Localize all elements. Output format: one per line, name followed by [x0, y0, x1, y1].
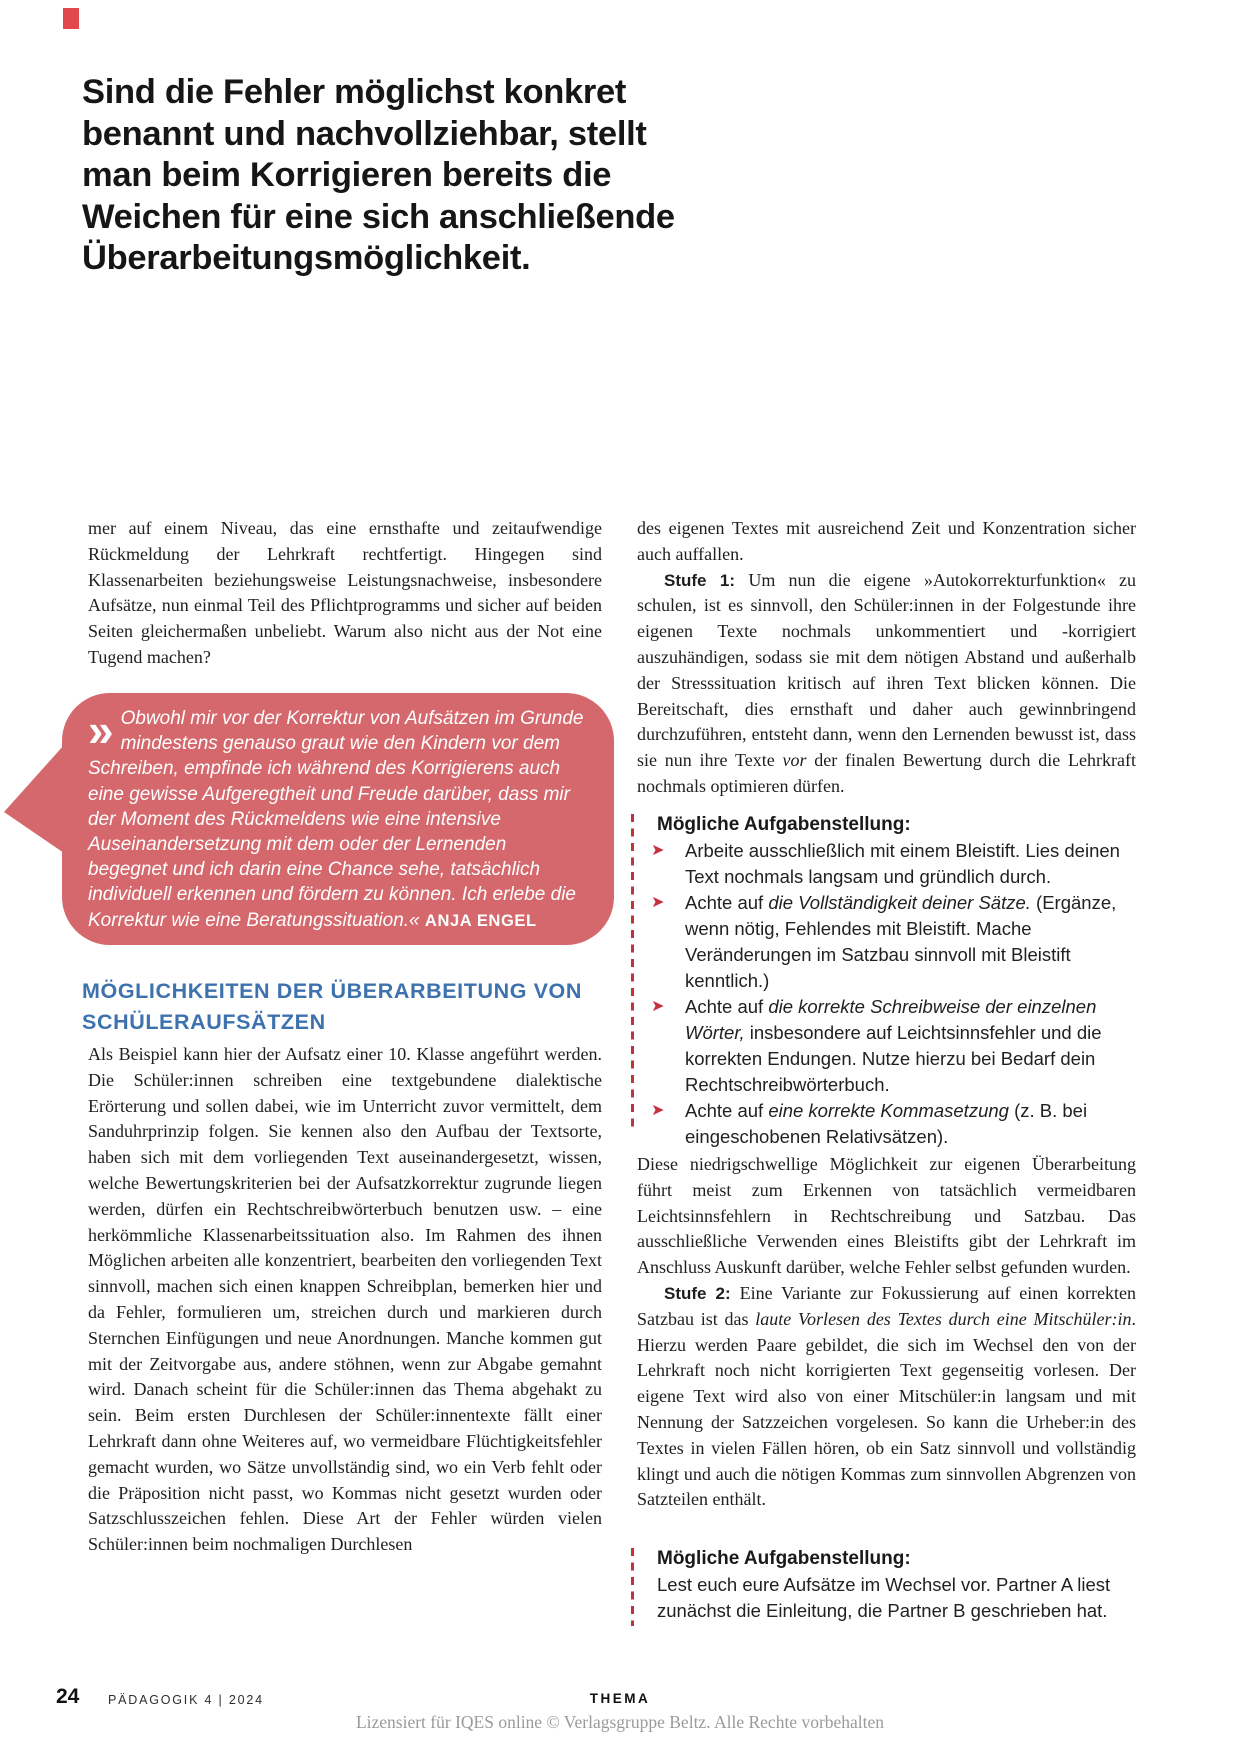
headline-line: Weichen für eine sich anschließende — [82, 197, 675, 236]
right-column-paragraph-2: Diese niedrigschwellige Möglichkeit zur eigenen Überarbeitung führt meist zum Erkennen von tatsächlich vermeidbaren Leichtsinnsfehlern in Rechtschreibung und Satzbau. Das ausschließliche Verwenden eines Bleistifts gibt der Lehrkraft im Anschluss Auskunft darüber, welche Fehler selbst gefunden wurden. — [637, 1154, 1136, 1278]
task-bullet — [651, 838, 1139, 890]
task-block-1-heading: Mögliche Aufgabenstellung: — [657, 814, 911, 835]
headline-line: Überarbeitungsmöglichkeit. — [82, 239, 531, 277]
task-bullet-text: Arbeite ausschließlich mit einem Bleistift. Lies deinen Text nochmals langsam und gründlich durch. — [685, 840, 1120, 887]
quote-text: Obwohl mir vor der Korrektur von Aufsätzen im Grunde mindestens genauso graut wie den Kindern vor dem Schreiben, empfinde ich während des Korrigierens auch eine gewisse Aufgeregtheit und Freude darüber, dass mir der Moment des Rückmeldens wie eine intensive Auseinandersetzung mit dem oder der Lernenden begegnet und ich darin eine Chance sehe, tatsächlich individuell erkennen und fördern zu können. Ich erlebe die Korrektur wie eine Beratungssituation.« — [88, 708, 584, 931]
red-dashed-line — [631, 814, 634, 1128]
left-column-paragraph-2: Als Beispiel kann hier der Aufsatz einer 10. Klasse angeführt werden. Die Schüler:innen schreiben eine textgebundene dialektische Erörterung und sollen dabei, wie im Unterricht zuvor vermittelt, dem Sanduhrprinzip folgen. Sie kennen also den Aufbau der Textsorte, haben sich mit dem vorliegenden Text auseinandergesetzt, wissen, welche Bewertungskriterien bei der Aufsatzkorrektur zugrunde liegen werden, dürfen ein Rechtschreibwörterbuch benutzen usw. – eine herkömmliche Klassenarbeitssituation also. Im Rahmen des ihnen Möglichen arbeiten alle konzentriert, bearbeiten den vorliegenden Text sinnvoll, machen sich einen knappen Schreibplan, bemerken hier und da Fehler, formulieren um, streichen durch und markieren durch Sternchen Einfügungen und neue Anordnungen. Manche kommen gut mit der Zeitvorgabe aus, andere stöhnen, wenn zur Abgabe gemahnt wird. Danach scheint für die Schüler:innen das Thema abgehakt zu sein. Beim ersten Durchlesen der Schüler:innentexte fällt einer Lehrkraft dann ohne Weiteres auf, wo vermeidbare Flüchtigkeitsfehler gemacht wurden, wo Sätze unvollständig sind, wo ein Verb fehlt oder die Präposition nicht passt, wo Kommas nicht gesetzt wurden oder Satzschlusszeichen fehlen. Diese Art der Fehler würden vielen Schüler:innen beim nochmaligen Durchlesen — [88, 1044, 602, 1555]
article-headline — [82, 72, 742, 280]
quote-text-block — [62, 693, 614, 934]
red-dashed-line — [631, 1548, 634, 1626]
task-block-2-heading: Mögliche Aufgabenstellung: — [657, 1548, 911, 1569]
quote-speech-bubble — [62, 693, 614, 945]
headline-line: Sind die Fehler möglichst konkret — [82, 73, 627, 111]
task-bullet-text: Achte auf die Vollständigkeit deiner Sätze. (Ergänze, wenn nötig, Fehlendes mit Bleistift. Mache Veränderungen im Satzbau sinnvoll mit Bleistift kenntlich.) — [685, 892, 1117, 991]
arrow-bullet-icon: ➤ — [651, 842, 665, 859]
arrow-bullet-icon: ➤ — [651, 894, 665, 911]
right-column-top — [637, 516, 1136, 800]
task-block-1 — [631, 812, 1139, 1147]
task-bullet-text: Achte auf eine korrekte Kommasetzung (z. B. bei eingeschobenen Relativsätzen). — [685, 1100, 1088, 1147]
right-column-paragraph-stufe1: Stufe 1: Um nun die eigene »Autokorrekturfunktion« zu schulen, ist es sinnvoll, den Schüler:innen in der Folgestunde ihre eigenen Texte nochmals unkommentiert und -korrigiert auszuhändigen, sodass sie mit dem nötigen Abstand und außerhalb der Stresssituation kritisch auf ihren Text blicken können. Die Bereitschaft, dies ernsthaft und daher auch gewinnbringend durchzuführen, entsteht dann, wenn den Lernenden bewusst ist, dass sie nun ihre Texte vor der finalen Bewertung durch die Lehrkraft nochmals optimieren dürfen. — [637, 569, 1137, 796]
section-heading: MÖGLICHKEITEN DER ÜBERARBEITUNG VON SCHÜLERAUFSÄTZEN — [82, 979, 582, 1034]
task-block-2-text: Lest euch eure Aufsätze im Wechsel vor. Partner A liest zunächst die Einleitung, die Partner B geschrieben hat. — [657, 1574, 1111, 1621]
headline-line: man beim Korrigieren bereits die — [82, 156, 612, 194]
page-number: 24 — [56, 1685, 80, 1708]
right-column-paragraph-stufe2: Stufe 2: Eine Variante zur Fokussierung auf einen korrekten Satzbau ist das laute Vorlesen des Textes durch eine Mitschüler:in. Hierzu werden Paare gebildet, die sich im Wechsel den von der Lehrkraft noch nicht korrigierten Text gegenseitig vorlesen. Der eigene Text wird also von einer Mitschüler:in langsam und mit Nennung der Satzzeichen vorgelesen. So kann die Urheber:in des Textes in vielen Fällen hören, ob ein Satz sinnvoll und vollständig klingt und auch die nötigen Kommas zum sinnvollen Abgrenzen von Satzteilen enthält. — [637, 1282, 1137, 1510]
task-block-2 — [631, 1546, 1139, 1626]
license-line: Lizensiert für IQES online © Verlagsgruppe Beltz. Alle Rechte vorbehalten — [355, 1712, 885, 1732]
corner-bleed-mark — [63, 8, 79, 29]
quote-author: ANJA ENGEL — [424, 911, 537, 930]
task-bullet — [651, 890, 1139, 994]
right-column-paragraph-0: des eigenen Textes mit ausreichend Zeit und Konzentration sicher auch auffallen. — [637, 518, 1136, 564]
task-bullet — [651, 1098, 1139, 1150]
task-bullet-text: Achte auf die korrekte Schreibweise der einzelnen Wörter, insbesondere auf Leichtsinnsfehler und die korrekten Endungen. Nutze hierzu bei Bedarf dein Rechtschreibwörterbuch. — [685, 996, 1102, 1095]
section-label-thema: THEMA — [589, 1691, 651, 1706]
headline-line: benannt und nachvollziehbar, stellt — [82, 114, 647, 153]
right-column-middle — [637, 1152, 1136, 1513]
arrow-bullet-icon: ➤ — [651, 1102, 665, 1119]
speech-bubble-tail — [4, 745, 64, 853]
guillemet-quote-icon: » — [88, 704, 114, 756]
journal-issue-label: PÄDAGOGIK 4 | 2024 — [108, 1693, 264, 1707]
task-bullet — [651, 994, 1139, 1098]
left-column-paragraph-1: mer auf einem Niveau, das eine ernsthafte und zeitaufwendige Rückmeldung der Lehrkraft rechtfertigt. Hingegen sind Klassenarbeiten beziehungsweise Leistungsnachweise, insbesondere Aufsätze, nun einmal Teil des Pflichtprogramms und sicher auf beiden Seiten gleichermaßen unbeliebt. Warum also nicht aus der Not eine Tugend machen? — [88, 518, 602, 667]
arrow-bullet-icon: ➤ — [651, 998, 665, 1015]
